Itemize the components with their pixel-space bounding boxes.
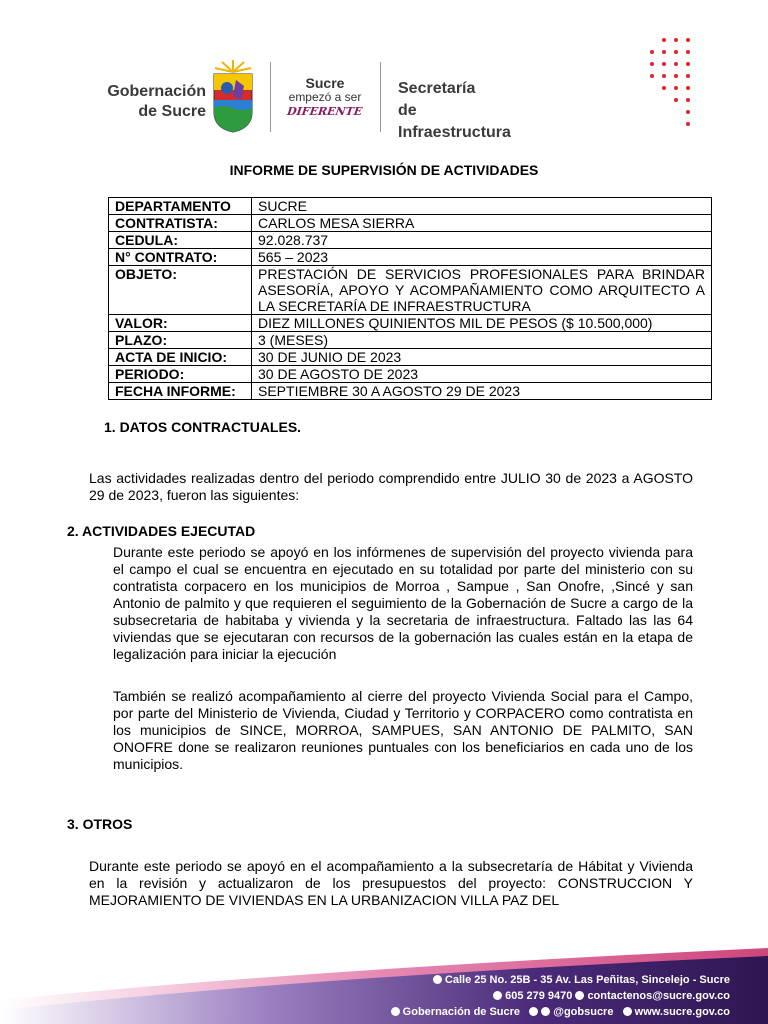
section-heading-actividades: 2. ACTIVIDADES EJECUTAD (67, 523, 256, 539)
row-key: VALOR: (109, 315, 252, 332)
table-row (109, 315, 712, 332)
decorative-dots (650, 38, 698, 138)
decorative-dot (674, 38, 678, 42)
row-value: 92.028.737 (252, 232, 712, 249)
footer-social-line (391, 1004, 730, 1020)
secretaria-line2: de Infraestructura (398, 102, 511, 141)
instagram-icon (529, 1007, 538, 1016)
header-divider (270, 62, 271, 132)
row-value: DIEZ MILLONES QUINIENTOS MIL DE PESOS ($ 10.500,000) (252, 315, 712, 332)
row-key: FECHA INFORME: (109, 383, 252, 400)
gobernacion-logo-text (94, 82, 206, 122)
row-key: CEDULA: (109, 232, 252, 249)
row-value: CARLOS MESA SIERRA (252, 215, 712, 232)
slogan-logo (282, 76, 368, 119)
section-text-actividades-1: Durante este periodo se apoyó en los infórmenes de supervisión del proyecto vivienda para el campo el cual se encuentra en ejecutado en su totalidad por parte del ministerio con su contratista corpacero en los municipios de Morroa , Sampue , San Onofre, ,Sincé y san Antonio de palmito y que requieren el seguimiento de la Gobernación de Sucre a cargo de la subsecretaria de habitaba y vivienda y la secretaria de infraestructura. Faltado las las 64 viviendas que se ejecutaran con recursos de la gobernación las cuales están en la etapa de legalización para iniciar la ejecución (113, 544, 693, 662)
row-key: PERIODO: (109, 366, 252, 383)
table-row (109, 383, 712, 400)
section-heading-otros: 3. OTROS (67, 816, 133, 832)
footer-address-line (391, 972, 730, 988)
decorative-dot (674, 74, 678, 78)
footer-phone[interactable]: 605 279 9470 (505, 990, 573, 1002)
decorative-dot (686, 98, 690, 102)
decorative-dot (686, 74, 690, 78)
page-title: INFORME DE SUPERVISIÓN DE ACTIVIDADES (229, 162, 539, 178)
footer-address: Calle 25 No. 25B - 35 Av. Las Peñitas, Sincelejo - Sucre (444, 974, 730, 986)
table-row (109, 198, 712, 215)
footer-contact-line (391, 988, 730, 1004)
secretaria-logo-text (398, 78, 511, 144)
footer-facebook[interactable]: Gobernación de Sucre (402, 1006, 521, 1018)
row-key: PLAZO: (109, 332, 252, 349)
row-value: SEPTIEMBRE 30 A AGOSTO 29 DE 2023 (252, 383, 712, 400)
row-key: ACTA DE INICIO: (109, 349, 252, 366)
table-row (109, 266, 712, 315)
section-text-actividades-2: También se realizó acompañamiento al cierre del proyecto Vivienda Social para el Campo, por parte del Ministerio de Vivienda, Ciudad y Territorio y CORPACERO como contratista en los municipios de SINCE, MORROA, SAMPUES, SAN ANTONIO DE PALMITO, SAN ONOFRE done se realizaron reuniones puntuales con los beneficiarios en cada uno de los municipios. (113, 688, 693, 772)
section-text-otros: Durante este periodo se apoyó en el acompañamiento a la subsecretaría de Hábitat y Vivienda en la revisión y actualizaron de los presupuestos del proyecto: CONSTRUCCION Y MEJORAMIENTO DE VIVIENDAS EN LA URBANIZACION VILLA PAZ DEL (89, 858, 693, 908)
gobernacion-line2: de Sucre (138, 103, 206, 120)
row-key: DEPARTAMENTO (109, 198, 252, 215)
decorative-dot (686, 86, 690, 90)
decorative-dot (662, 38, 666, 42)
decorative-dot (686, 110, 690, 114)
slogan-line2: empezó a ser (288, 90, 362, 104)
decorative-dot (674, 62, 678, 66)
decorative-dot (686, 122, 690, 126)
row-key: CONTRATISTA: (109, 215, 252, 232)
table-row (109, 366, 712, 383)
email-icon (575, 991, 584, 1000)
section-heading-datos: 1. DATOS CONTRACTUALES. (104, 419, 302, 435)
section-text-datos: Las actividades realizadas dentro del periodo comprendido entre JULIO 30 de 2023 a AGOSTO 29 de 2023, fueron las siguientes: (89, 470, 693, 503)
decorative-dot (686, 62, 690, 66)
facebook-icon (391, 1007, 400, 1016)
decorative-dot (650, 62, 654, 66)
decorative-dot (674, 98, 678, 102)
decorative-dot (686, 50, 690, 54)
decorative-dot (674, 86, 678, 90)
row-value: 3 (MESES) (252, 332, 712, 349)
gobernacion-line1: Gobernación (107, 83, 206, 100)
row-value: 30 DE JUNIO DE 2023 (252, 349, 712, 366)
decorative-dot (650, 74, 654, 78)
footer-contact (391, 972, 730, 1020)
decorative-dot (662, 50, 666, 54)
table-row (109, 332, 712, 349)
decorative-dot (662, 74, 666, 78)
decorative-dot (650, 50, 654, 54)
secretaria-line1: Secretaría (398, 80, 476, 97)
location-icon (433, 975, 442, 984)
decorative-dot (662, 62, 666, 66)
decorative-dot (662, 86, 666, 90)
globe-icon (623, 1007, 632, 1016)
table-row (109, 349, 712, 366)
decorative-dot (686, 38, 690, 42)
footer-social[interactable]: @gobsucre (553, 1006, 614, 1018)
footer-email[interactable]: contactenos@sucre.gov.co (587, 990, 730, 1002)
decorative-dot (674, 50, 678, 54)
row-value: PRESTACIÓN DE SERVICIOS PROFESIONALES PARA BRINDAR ASESORÍA, APOYO Y ACOMPAÑAMIENTO COMO ARQUITECTO A LA SECRETARÍA DE INFRAESTRUCTURA (252, 266, 712, 315)
table-row (109, 232, 712, 249)
contract-info-table (108, 197, 712, 400)
sucre-crest-icon (210, 58, 256, 134)
table-row (109, 249, 712, 266)
footer-web[interactable]: www.sucre.gov.co (634, 1006, 730, 1018)
table-row (109, 215, 712, 232)
row-key: OBJETO: (109, 266, 252, 315)
phone-icon (493, 991, 502, 1000)
row-key: N° CONTRATO: (109, 249, 252, 266)
slogan-line1: Sucre (305, 75, 345, 91)
row-value: SUCRE (252, 198, 712, 215)
header-divider (380, 62, 381, 132)
twitter-icon (541, 1007, 550, 1016)
row-value: 30 DE AGOSTO DE 2023 (252, 366, 712, 383)
slogan-line3: DIFERENTE (286, 105, 364, 118)
row-value: 565 – 2023 (252, 249, 712, 266)
